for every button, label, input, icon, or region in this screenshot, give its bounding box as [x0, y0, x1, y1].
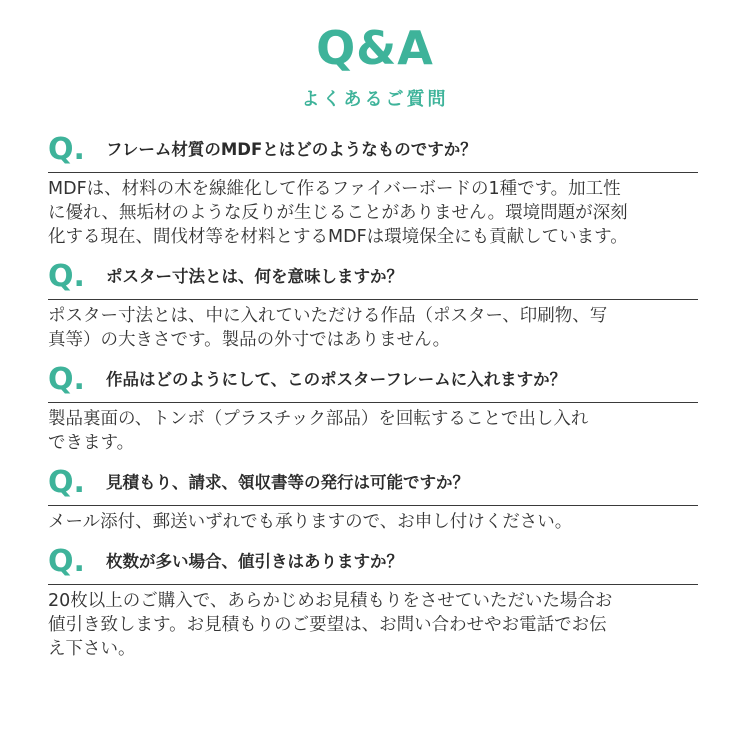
question-text: 見積もり、請求、領収書等の発行は可能ですか？ [106, 473, 469, 492]
answer-line: できます。 [48, 433, 135, 453]
question-text: 枚数が多い場合、値引きはありますか？ [106, 552, 403, 571]
question-mark: Q. [48, 544, 85, 579]
answer-line: 値引き致します。お見積もりのご要望は、お問い合わせやお電話でお伝 [48, 615, 607, 635]
question-row [48, 255, 698, 300]
question-mark: Q. [48, 465, 85, 500]
answer-line: 20枚以上のご購入で、あらかじめお見積もりをさせていただいた場合お [48, 591, 613, 611]
answer-line: MDFは、材料の木を線維化して作るファイバーボードの1種です。加工性 [48, 179, 621, 199]
question-mark: Q. [48, 259, 85, 294]
page-title: Q&A [316, 21, 434, 75]
faq-item [48, 255, 698, 358]
faq-item [48, 461, 698, 540]
answer-text [48, 300, 698, 358]
question-text: 作品はどのようにして、このポスターフレームに入れますか？ [106, 370, 567, 389]
answer-text [48, 585, 698, 667]
faq-item [48, 358, 698, 461]
answer-line: 真等）の大きさです。製品の外寸ではありません。 [48, 330, 451, 350]
answer-line: 製品裏面の、トンボ（プラスチック部品）を回転することで出し入れ [48, 409, 589, 429]
faq-item [48, 540, 698, 667]
answer-line: メール添付、郵送いずれでも承りますので、お申し付けください。 [48, 512, 573, 532]
answer-text [48, 403, 698, 461]
page-subtitle: よくあるご質問 [301, 89, 449, 110]
answer-text [48, 173, 698, 255]
faq-item [48, 128, 698, 255]
answer-line: に優れ、無垢材のような反りが生じることがありません。環境問題が深刻 [48, 203, 628, 223]
question-row [48, 540, 698, 585]
question-row [48, 358, 698, 403]
answer-line: 化する現在、間伐材等を材料とするMDFは環境保全にも貢献しています。 [48, 227, 628, 247]
question-text: ポスター寸法とは、何を意味しますか？ [106, 267, 403, 286]
answer-text [48, 506, 698, 540]
question-mark: Q. [48, 132, 85, 167]
question-row [48, 461, 698, 506]
answer-line: ポスター寸法とは、中に入れていただける作品（ポスター、印刷物、写 [48, 306, 608, 326]
question-mark: Q. [48, 362, 85, 397]
question-text: フレーム材質のMDFとはどのようなものですか？ [106, 140, 477, 159]
faq-list [48, 128, 698, 667]
question-row [48, 128, 698, 173]
answer-line: え下さい。 [48, 639, 136, 659]
